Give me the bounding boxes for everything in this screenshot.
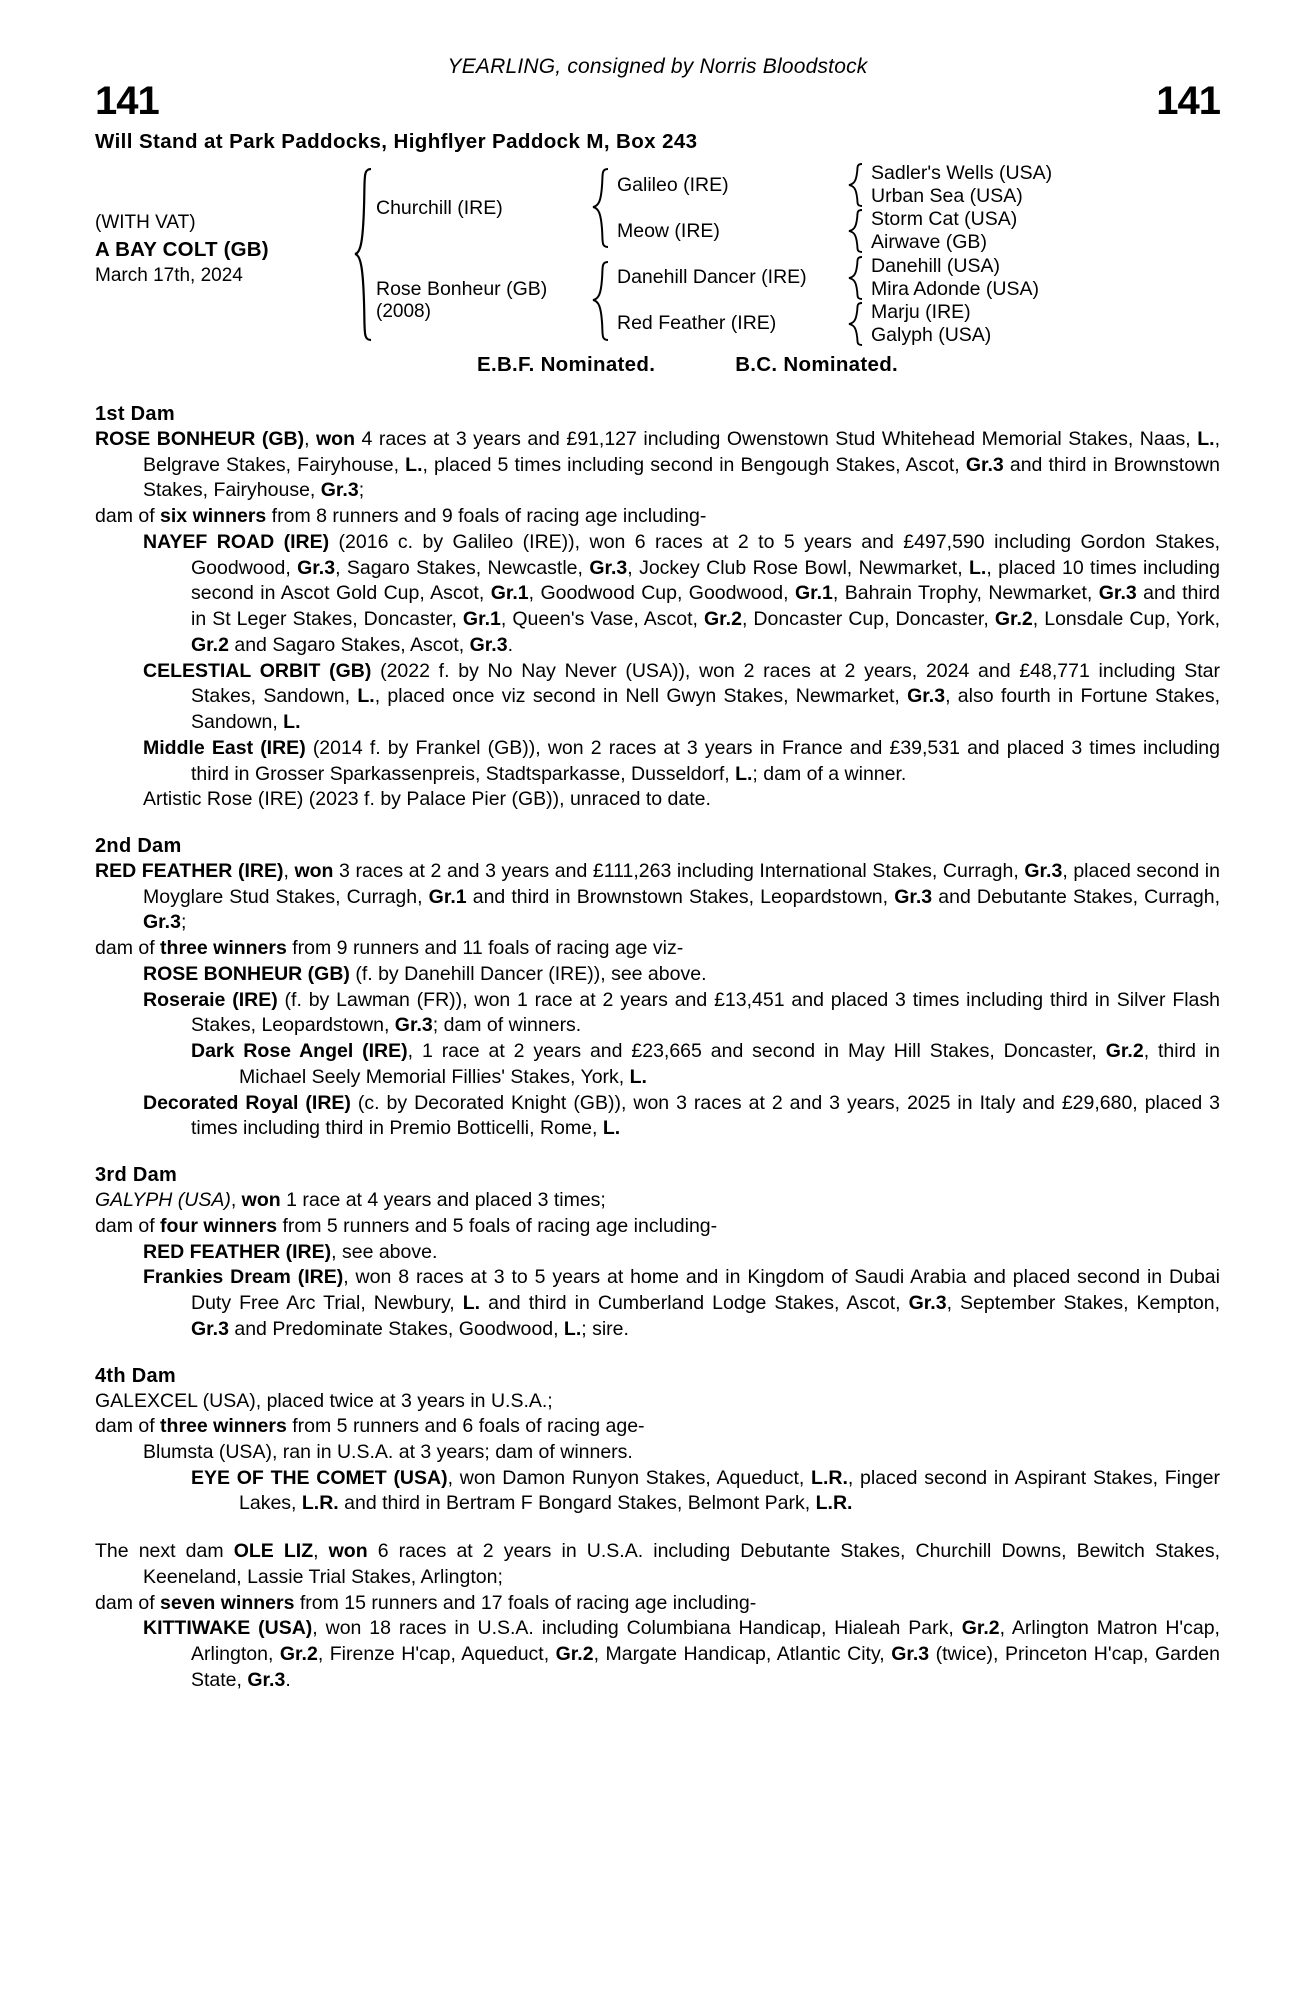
first-dam-section: [95, 403, 1220, 813]
gen4-cell-3: [871, 208, 1136, 231]
gen4-name-1: Sadler's Wells (USA): [871, 162, 1053, 185]
vat-note: (WITH VAT): [95, 212, 196, 233]
dam-year: (2008): [376, 301, 431, 323]
third-dam-produce-1: RED FEATHER (IRE), see above.: [143, 1240, 438, 1263]
fourth-dam-damof: dam of three winners from 5 runners and 6 foals of racing age-: [95, 1415, 645, 1438]
third-dam-damof: dam of four winners from 5 runners and 5 foals of racing age including-: [95, 1214, 718, 1237]
second-dam-produce-3: Dark Rose Angel (IRE), 1 race at 2 years and £23,665 and second in May Hill Stakes, Doncaster, Gr.2, third in Michael Seely Memorial Fillies' Stakes, York, L.: [191, 1040, 1220, 1088]
gen4-cell-5: [871, 255, 1136, 278]
first-dam-produce-3: Middle East (IRE) (2014 f. by Frankel (GB)), won 2 races at 3 years in France and £39,531 and placed 3 times including third in Grosser Sparkassenpreis, Stadtsparkasse, Dusseldorf, L.; dam of a winner.: [143, 736, 1220, 785]
first-dam-text: [95, 427, 1220, 504]
pedigree-gen4: [871, 162, 1136, 347]
gen4-cell-2: [871, 185, 1136, 208]
pedigree-gen2: [376, 162, 591, 347]
lot-number-left: 141: [95, 79, 159, 123]
second-dam-produce-2: Roseraie (IRE) (f. by Lawman (FR)), won 1 race at 2 years and £13,451 and placed 3 times including third in Silver Flash Stakes, Leopardstown, Gr.3; dam of winners.: [143, 988, 1220, 1037]
dam-cell: [376, 255, 591, 348]
fourth-dam-text: [95, 1389, 1220, 1415]
fourth-dam-name: GALEXCEL (USA): [95, 1389, 256, 1412]
brace-gen4-3: [847, 255, 871, 301]
nomination-ebf: E.B.F. Nominated.: [476, 353, 656, 376]
pedigree-table: [95, 162, 1220, 347]
second-dam-produce-1: ROSE BONHEUR (GB) (f. by Danehill Dancer (IRE)), see above.: [143, 962, 707, 985]
second-dam-section: [95, 835, 1220, 1142]
pedigree-gen3: [617, 162, 847, 347]
brace-sire: [591, 162, 617, 255]
second-dam-record: , won 3 races at 2 and 3 years and £111,263 including International Stakes, Curragh, Gr.3, placed second in Moyglare Stud Stakes, Curragh, Gr.1 and third in Brownstown Stakes, Leopardstown, Gr.3 and Debutante Stakes, Curragh, Gr.3;: [143, 860, 1220, 934]
sire-name: Churchill (IRE): [376, 196, 503, 219]
gen4-name-6: Mira Adonde (USA): [871, 277, 1039, 300]
next-dam-section: [95, 1539, 1220, 1693]
next-dam-intro: The next dam OLE LIZ, won 6 races at 2 years in U.S.A. including Debutante Stakes, Churchill Downs, Bewitch Stakes, Keeneland, Lassie Trial Stakes, Arlington;: [95, 1540, 1220, 1588]
brace-level1: [350, 162, 376, 347]
sires-sire-name: Galileo (IRE): [617, 173, 729, 196]
first-dam-produce-1: NAYEF ROAD (IRE) (2016 c. by Galileo (IRE)), won 6 races at 2 to 5 years and £497,590 including Gordon Stakes, Goodwood, Gr.3, Sagaro Stakes, Newcastle, Gr.3, Jockey Club Rose Bowl, Newmarket, L., placed 10 times including second in Ascot Gold Cup, Ascot, Gr.1, Goodwood Cup, Goodwood, Gr.1, Bahrain Trophy, Newmarket, Gr.3 and third in St Leger Stakes, Doncaster, Gr.1, Queen's Vase, Ascot, Gr.2, Doncaster Cup, Doncaster, Gr.2, Lonsdale Cup, York, Gr.2 and Sagaro Stakes, Ascot, Gr.3.: [143, 530, 1221, 656]
third-dam-produce-2: Frankies Dream (IRE), won 8 races at 3 to 5 years at home and in Kingdom of Saudi Arabia and placed second in Dubai Duty Free Arc Trial, Newbury, L. and third in Cumberland Lodge Stakes, Ascot, Gr.3, September Stakes, Kempton, Gr.3 and Predominate Stakes, Goodwood, L.; sire.: [143, 1266, 1220, 1340]
third-dam-name: GALYPH (USA): [95, 1189, 231, 1212]
gen4-cell-1: [871, 162, 1136, 185]
gen4-cell-4: [871, 231, 1136, 254]
brace-dam: [591, 255, 617, 348]
dams-dam-name: Red Feather (IRE): [617, 312, 777, 335]
second-dam-heading: 2nd Dam: [95, 835, 182, 858]
consignor-line: YEARLING, consigned by Norris Bloodstock: [447, 55, 868, 78]
sires-dam-cell: [617, 208, 847, 254]
sires-dam-name: Meow (IRE): [617, 219, 720, 242]
gen4-name-5: Danehill (USA): [871, 254, 1000, 277]
brace-gen4-2: [847, 208, 871, 254]
brace-level2-col: [591, 162, 617, 347]
brace-gen4-4: [847, 301, 871, 347]
fourth-dam-produce-2: EYE OF THE COMET (USA), won Damon Runyon Stakes, Aqueduct, L.R., placed second in Aspirant Stakes, Finger Lakes, L.R. and third in Bertram F Bongard Stakes, Belmont Park, L.R.: [191, 1466, 1220, 1515]
third-dam-text: [95, 1188, 1220, 1214]
dams-sire-cell: [617, 255, 847, 301]
gen4-cell-8: [871, 324, 1136, 347]
sire-cell: [376, 162, 591, 255]
brace-gen4-1: [847, 162, 871, 208]
first-dam-damof: dam of six winners from 8 runners and 9 foals of racing age including-: [95, 505, 707, 528]
third-dam-section: [95, 1164, 1220, 1342]
dams-dam-cell: [617, 301, 847, 347]
gen4-cell-6: [871, 278, 1136, 301]
first-dam-produce-4: Artistic Rose (IRE) (2023 f. by Palace Pier (GB)), unraced to date.: [143, 788, 711, 811]
next-dam-damof: dam of seven winners from 15 runners and 17 foals of racing age including-: [95, 1591, 757, 1614]
gen4-name-7: Marju (IRE): [871, 300, 971, 323]
subject-foaling-date: March 17th, 2024: [95, 265, 243, 287]
lot-number-right: 141: [1156, 79, 1220, 123]
stand-location-line: Will Stand at Park Paddocks, Highflyer Paddock M, Box 243: [95, 130, 698, 153]
brace-level3-col: [847, 162, 871, 347]
subject-details: [95, 162, 350, 347]
second-dam-produce-4: Decorated Royal (IRE) (c. by Decorated Knight (GB)), won 3 races at 2 and 3 years, 2025 in Italy and £29,680, placed 3 times including third in Premio Botticelli, Rome, L.: [143, 1091, 1220, 1140]
gen4-name-2: Urban Sea (USA): [871, 185, 1023, 208]
second-dam-name: RED FEATHER (IRE): [95, 860, 284, 883]
gen4-name-3: Storm Cat (USA): [871, 208, 1018, 231]
fourth-dam-section: [95, 1365, 1220, 1518]
first-dam-name: ROSE BONHEUR (GB): [95, 428, 305, 450]
next-dam-produce-1: KITTIWAKE (USA), won 18 races in U.S.A. including Columbiana Handicap, Hialeah Park, Gr.2, Arlington Matron H'cap, Arlington, Gr.2, Firenze H'cap, Aqueduct, Gr.2, Margate Handicap, Atlantic City, Gr.3 (twice), Princeton H'cap, Garden State, Gr.3.: [143, 1617, 1220, 1691]
third-dam-heading: 3rd Dam: [95, 1164, 178, 1187]
third-dam-record: , won 1 race at 4 years and placed 3 times;: [230, 1189, 606, 1212]
first-dam-produce-2: CELESTIAL ORBIT (GB) (2022 f. by No Nay Never (USA)), won 2 races at 2 years, 2024 and £48,771 including Star Stakes, Sandown, L., placed once viz second in Nell Gwyn Stakes, Newmarket, Gr.3, also fourth in Fortune Stakes, Sandown, L.: [143, 659, 1220, 734]
dam-name: Rose Bonheur (GB): [376, 278, 548, 301]
lot-number-row: [95, 79, 1220, 124]
first-dam-record: , won 4 races at 3 years and £91,127 including Owenstown Stud Whitehead Memorial Stakes, Naas, L., Belgrave Stakes, Fairyhouse, L., placed 5 times including second in Bengough Stakes, Ascot, Gr.3 and third in Brownstown Stakes, Fairyhouse, Gr.3;: [143, 428, 1220, 502]
gen4-name-4: Airwave (GB): [871, 231, 987, 254]
fourth-dam-record: , placed twice at 3 years in U.S.A.;: [255, 1389, 553, 1412]
dams-sire-name: Danehill Dancer (IRE): [617, 266, 807, 289]
gen4-cell-7: [871, 301, 1136, 324]
second-dam-damof: dam of three winners from 9 runners and 11 foals of racing age viz-: [95, 937, 684, 960]
nominations-line: [95, 353, 1220, 377]
fourth-dam-heading: 4th Dam: [95, 1364, 177, 1387]
fourth-dam-produce-1: Blumsta (USA), ran in U.S.A. at 3 years; dam of winners.: [143, 1440, 633, 1463]
nomination-bc: B.C. Nominated.: [735, 353, 899, 376]
second-dam-text: [95, 859, 1220, 936]
subject-description: A BAY COLT (GB): [95, 237, 269, 261]
gen4-name-8: Galyph (USA): [871, 323, 992, 346]
first-dam-heading: 1st Dam: [95, 403, 175, 425]
sires-sire-cell: [617, 162, 847, 208]
